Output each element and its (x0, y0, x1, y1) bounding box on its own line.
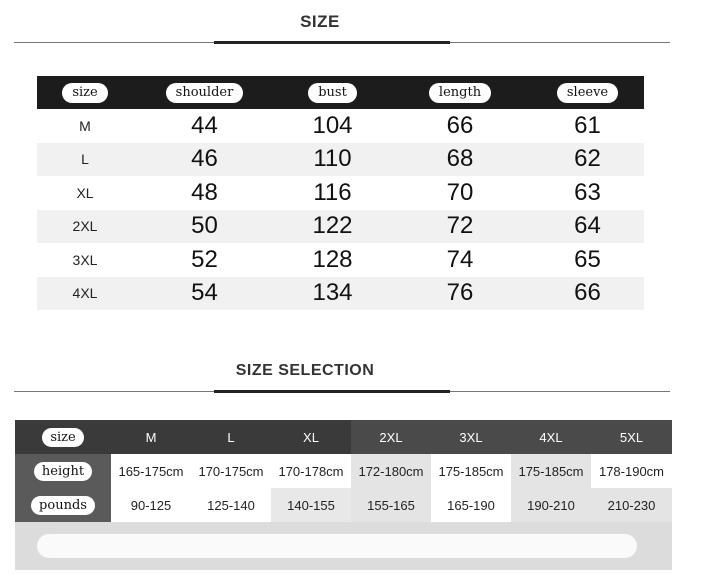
row-sleeve: 66 (574, 279, 601, 307)
pounds-l: 125-140 (191, 488, 271, 522)
redacted-bar (15, 522, 672, 570)
row-sleeve: 62 (574, 145, 601, 173)
size-col-3xl: 3XL (431, 420, 511, 454)
pounds-5xl: 210-230 (591, 488, 672, 522)
label-pounds: pounds (31, 496, 95, 515)
header-length: length (429, 83, 491, 103)
height-2xl: 172-180cm (351, 454, 431, 488)
selection-section-title: SIZE SELECTION (235, 362, 375, 379)
height-m: 165-175cm (111, 454, 191, 488)
row-shoulder: 44 (191, 111, 218, 139)
table-row (37, 109, 644, 143)
row-length: 68 (446, 145, 474, 173)
height-5xl: 178-190cm (591, 454, 672, 488)
row-shoulder: 48 (191, 178, 218, 206)
table-row (37, 143, 644, 177)
row-shoulder: 52 (191, 245, 218, 273)
size-table (37, 76, 644, 310)
size-title-underline (214, 41, 450, 44)
row-length: 72 (446, 212, 474, 240)
row-bust: 128 (312, 245, 353, 273)
header-sleeve: sleeve (557, 83, 618, 103)
size-col-2xl: 2XL (351, 420, 431, 454)
header-bust: bust (308, 83, 357, 103)
pounds-m: 90-125 (111, 488, 191, 522)
size-col-xl: XL (271, 420, 351, 454)
selection-pounds-row (15, 488, 672, 522)
height-3xl: 175-185cm (431, 454, 511, 488)
size-col-4xl: 4XL (511, 420, 591, 454)
row-size: M (79, 117, 91, 134)
row-bust: 122 (312, 212, 353, 240)
row-bust: 116 (313, 178, 352, 206)
table-row (37, 210, 644, 244)
pounds-4xl: 190-210 (511, 488, 591, 522)
size-col-5xl: 5XL (591, 420, 672, 454)
row-size: 3XL (72, 251, 98, 268)
row-sleeve: 64 (574, 212, 601, 240)
row-bust: 110 (313, 145, 352, 173)
row-sleeve: 63 (574, 178, 601, 206)
selection-title-underline (214, 390, 450, 393)
row-size: 4XL (72, 285, 98, 302)
size-selection-table (15, 420, 672, 522)
redaction-smudge (37, 534, 637, 558)
row-sleeve: 61 (574, 111, 601, 139)
row-bust: 134 (312, 279, 353, 307)
table-row (37, 176, 644, 210)
header-shoulder: shoulder (166, 83, 244, 103)
size-col-m: M (111, 420, 191, 454)
row-length: 66 (446, 111, 474, 139)
row-size: 2XL (72, 218, 98, 235)
size-table-header (37, 76, 644, 109)
height-4xl: 175-185cm (511, 454, 591, 488)
row-shoulder: 54 (191, 279, 218, 307)
pounds-2xl: 155-165 (351, 488, 431, 522)
size-section-title: SIZE (300, 12, 340, 31)
row-size: XL (76, 184, 94, 201)
row-bust: 104 (312, 111, 353, 139)
header-size: size (62, 83, 107, 103)
row-shoulder: 46 (191, 145, 218, 173)
row-sleeve: 65 (574, 245, 601, 273)
row-length: 74 (446, 245, 474, 273)
height-l: 170-175cm (191, 454, 271, 488)
table-row (37, 243, 644, 277)
table-row (37, 277, 644, 311)
row-length: 70 (446, 178, 474, 206)
row-length: 76 (446, 279, 474, 307)
pounds-3xl: 165-190 (431, 488, 511, 522)
selection-size-row (15, 420, 672, 454)
row-shoulder: 50 (191, 212, 218, 240)
height-xl: 170-178cm (271, 454, 351, 488)
selection-height-row (15, 454, 672, 488)
size-col-l: L (191, 420, 271, 454)
label-size: size (42, 428, 83, 447)
label-height: height (34, 462, 92, 481)
row-size: L (81, 151, 89, 168)
pounds-xl: 140-155 (271, 488, 351, 522)
